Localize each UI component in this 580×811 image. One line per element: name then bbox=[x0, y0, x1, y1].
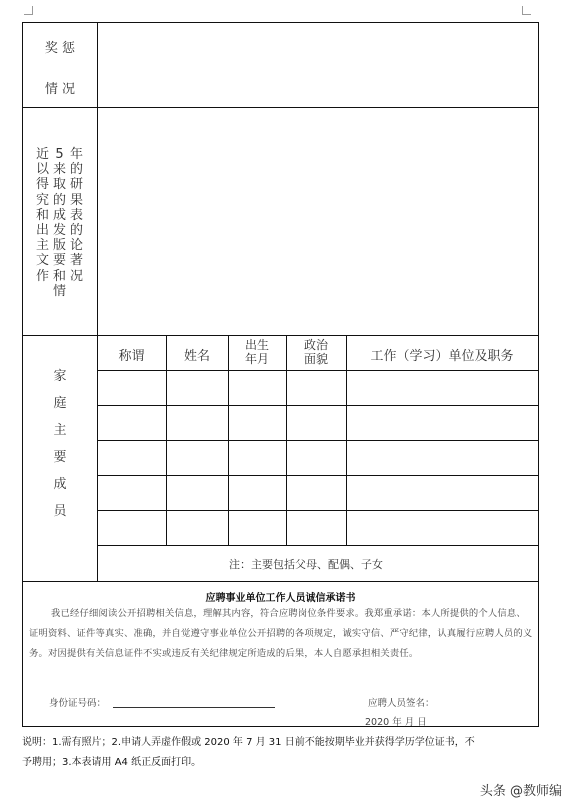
family-label-char: 家 bbox=[53, 369, 67, 384]
research-label-char: 出 bbox=[35, 223, 49, 239]
family-label-char: 员 bbox=[53, 504, 67, 519]
family-member-cell[interactable] bbox=[287, 441, 346, 475]
research-label-char: 文 bbox=[35, 253, 49, 269]
family-label-char: 成 bbox=[53, 477, 67, 492]
family-member-cell[interactable] bbox=[229, 511, 286, 545]
family-member-cell[interactable] bbox=[347, 441, 538, 475]
footer-line-2: 予聘用；3.本表请用 A4 纸正反面打印。 bbox=[22, 757, 202, 768]
research-label-char: 5 bbox=[55, 147, 64, 162]
header-political-line-1: 政治 bbox=[303, 338, 328, 352]
research-label-char: 作 bbox=[35, 268, 49, 284]
research-label-char: 以 bbox=[35, 162, 49, 178]
research-label-char: 的 bbox=[69, 223, 83, 239]
divider-family bbox=[23, 581, 538, 582]
research-label-col-3 bbox=[69, 147, 84, 284]
family-note: 注：主要包括父母、配偶、子女 bbox=[229, 558, 383, 571]
corner-mark-left bbox=[24, 6, 33, 15]
family-member-cell[interactable] bbox=[229, 441, 286, 475]
family-member-cell[interactable] bbox=[98, 511, 166, 545]
family-label-char: 要 bbox=[53, 450, 67, 465]
research-label-char: 果 bbox=[69, 192, 83, 208]
pledge-date: 2020 年 月 日 bbox=[365, 717, 427, 728]
divider-research bbox=[23, 335, 538, 336]
family-member-cell[interactable] bbox=[347, 406, 538, 440]
family-member-cell[interactable] bbox=[347, 371, 538, 405]
family-member-cell[interactable] bbox=[98, 371, 166, 405]
research-label-char: 版 bbox=[52, 238, 66, 254]
family-label bbox=[23, 363, 97, 525]
family-member-cell[interactable] bbox=[167, 406, 228, 440]
research-input-area[interactable] bbox=[99, 109, 536, 333]
header-title: 称谓 bbox=[118, 349, 145, 364]
research-label-char: 著 bbox=[69, 253, 83, 269]
header-political-line-2: 面貌 bbox=[303, 352, 328, 366]
family-member-cell[interactable] bbox=[347, 511, 538, 545]
family-row-line bbox=[97, 545, 538, 546]
research-label bbox=[33, 147, 93, 297]
research-label-char: 究 bbox=[35, 192, 49, 208]
family-label-char: 主 bbox=[53, 423, 67, 438]
family-member-cell[interactable] bbox=[287, 371, 346, 405]
research-label-char: 的 bbox=[52, 192, 66, 208]
family-member-cell[interactable] bbox=[167, 371, 228, 405]
research-label-char: 近 bbox=[35, 147, 49, 162]
application-form-table bbox=[22, 22, 539, 727]
family-member-cell[interactable] bbox=[167, 441, 228, 475]
research-label-char: 和 bbox=[52, 268, 66, 284]
id-number-field[interactable] bbox=[113, 707, 275, 708]
family-member-cell[interactable] bbox=[98, 441, 166, 475]
family-member-cell[interactable] bbox=[229, 406, 286, 440]
research-label-char: 发 bbox=[52, 223, 66, 239]
research-label-char: 况 bbox=[69, 268, 83, 284]
awards-label bbox=[23, 37, 97, 97]
research-label-char: 论 bbox=[69, 238, 83, 254]
research-label-char: 年 bbox=[69, 147, 83, 162]
family-member-cell[interactable] bbox=[229, 476, 286, 510]
research-label-col-2 bbox=[52, 147, 67, 299]
research-label-char: 成 bbox=[52, 207, 66, 223]
research-label-char: 和 bbox=[35, 207, 49, 223]
footer-note bbox=[22, 733, 475, 773]
family-member-cell[interactable] bbox=[287, 406, 346, 440]
awards-label-line-1: 奖 惩 bbox=[44, 41, 76, 56]
family-member-cell[interactable] bbox=[167, 511, 228, 545]
research-label-char: 要 bbox=[52, 253, 66, 269]
research-label-col-1 bbox=[35, 147, 50, 284]
family-member-cell[interactable] bbox=[347, 476, 538, 510]
research-label-char: 取 bbox=[52, 177, 66, 193]
header-birth-line-1: 出生 bbox=[244, 338, 269, 352]
research-label-char: 的 bbox=[69, 162, 83, 178]
id-number-label: 身份证号码： bbox=[49, 698, 107, 709]
pledge-body: 我已经仔细阅读公开招聘相关信息，理解其内容，符合应聘岗位条件要求。我郑重承诺：本人所提供的个人信息、证明资料、证件等真实、准确，并自觉遵守事业单位公开招聘的各项规定，诚实守信、严守纪律，认真履行应聘人员的义务。对因提供有关信息证件不实或违反有关纪律规定所造成的后果，本人自愿承担相关责任。 bbox=[29, 608, 533, 659]
awards-input-area[interactable] bbox=[99, 25, 536, 105]
family-member-cell[interactable] bbox=[287, 511, 346, 545]
research-label-char: 得 bbox=[35, 177, 49, 193]
family-member-cell[interactable] bbox=[98, 406, 166, 440]
header-birth-line-2: 年月 bbox=[244, 352, 269, 366]
awards-label-line-2: 情 况 bbox=[44, 82, 76, 97]
header-work: 工作（学习）单位及职务 bbox=[370, 349, 514, 364]
research-label-char: 情 bbox=[52, 283, 66, 299]
signature-label: 应聘人员签名： bbox=[368, 698, 435, 709]
research-label-char: 研 bbox=[69, 177, 83, 193]
watermark: 头条 @教师编 bbox=[479, 784, 562, 799]
corner-mark-right bbox=[522, 6, 531, 15]
divider-awards bbox=[23, 107, 538, 108]
header-name: 姓名 bbox=[183, 349, 210, 364]
header-political bbox=[286, 338, 346, 366]
header-birth bbox=[228, 338, 286, 366]
family-member-cell[interactable] bbox=[98, 476, 166, 510]
research-label-char: 表 bbox=[69, 207, 83, 223]
footer-line-1: 说明：1.需有照片；2.申请人弄虚作假或 2020 年 7 月 31 日前不能按期毕业并获得学历学位证书，不 bbox=[22, 737, 475, 748]
pledge-title: 应聘事业单位工作人员诚信承诺书 bbox=[205, 593, 356, 604]
family-member-cell[interactable] bbox=[167, 476, 228, 510]
family-member-cell[interactable] bbox=[229, 371, 286, 405]
family-label-char: 庭 bbox=[53, 396, 67, 411]
research-label-char: 主 bbox=[35, 238, 49, 254]
research-label-char: 来 bbox=[52, 162, 66, 178]
family-member-cell[interactable] bbox=[287, 476, 346, 510]
